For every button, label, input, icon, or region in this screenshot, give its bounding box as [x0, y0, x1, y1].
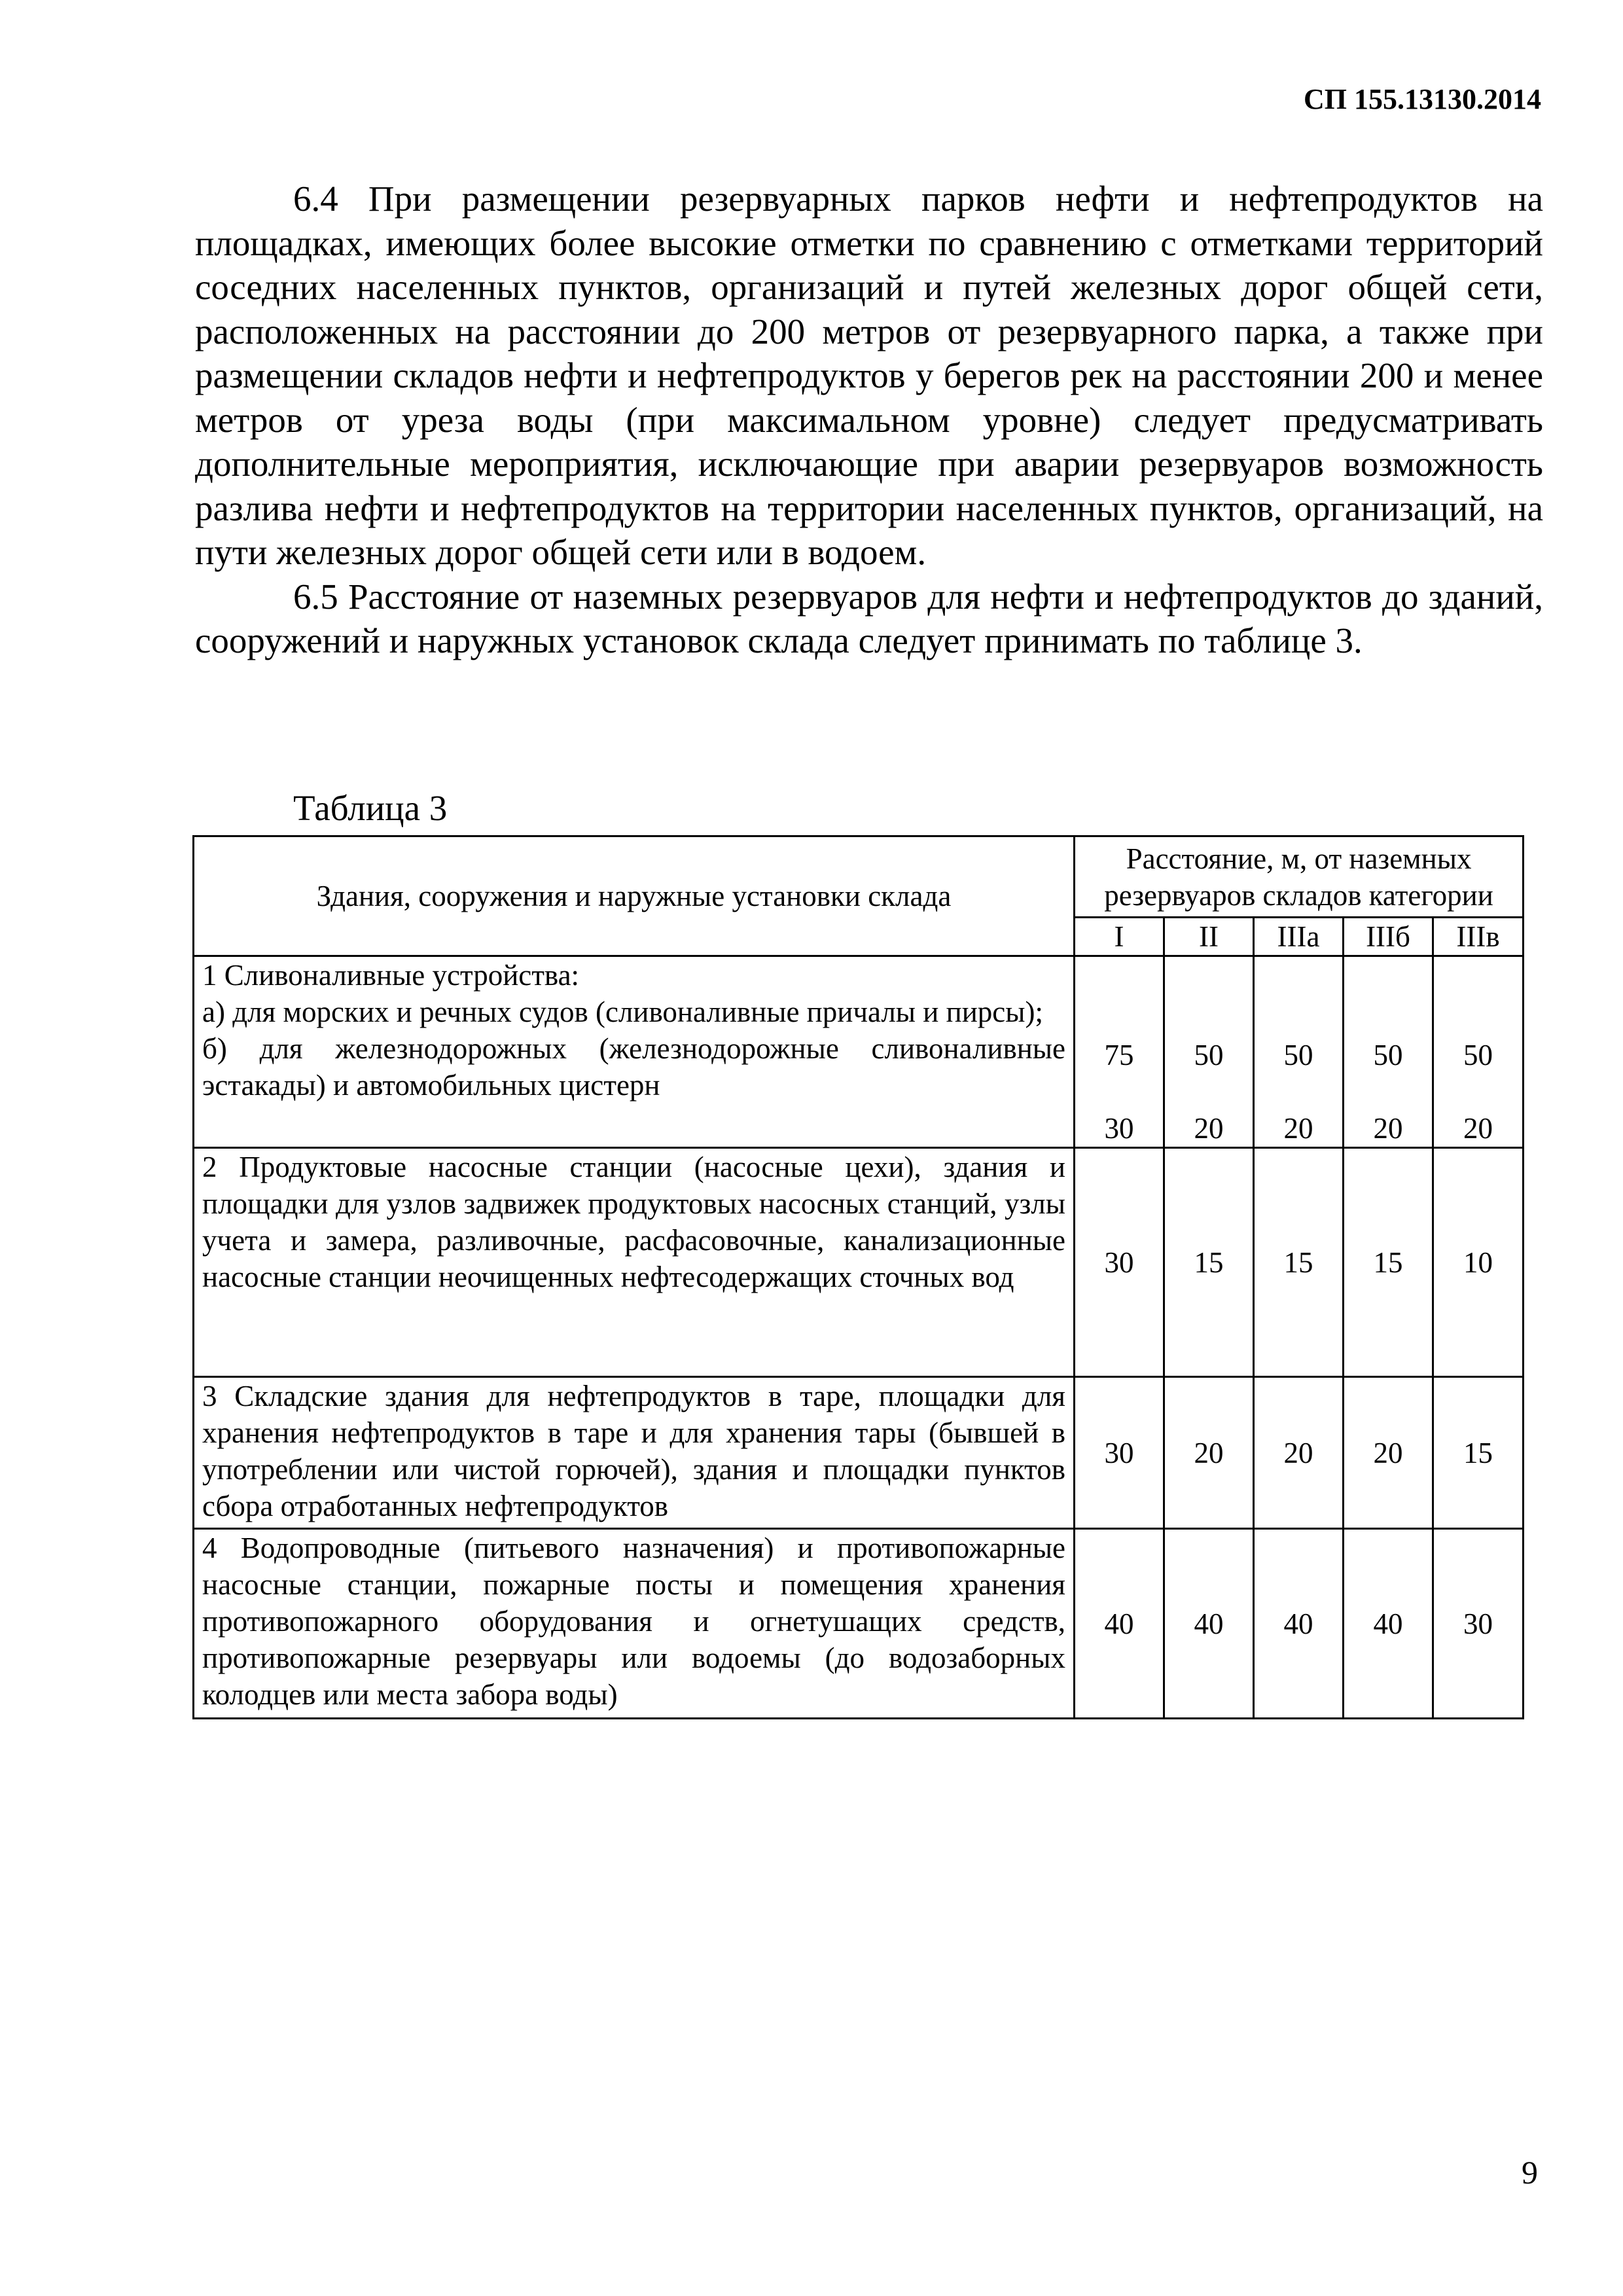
value-a: 50 — [1283, 1039, 1313, 1071]
value-cell: 40 — [1254, 1529, 1344, 1719]
distance-table — [192, 835, 1524, 1719]
header-buildings: Здания, сооружения и наружные установки склада — [194, 836, 1075, 956]
row-line: а) для морских и речных судов (сливоналивные причалы и пирсы); — [202, 996, 1043, 1028]
row-description — [194, 956, 1075, 1148]
category-header: IIIб — [1344, 918, 1433, 956]
value-cell: 30 — [1433, 1529, 1524, 1719]
category-header: IIIа — [1254, 918, 1344, 956]
value-cell: 15 — [1254, 1148, 1344, 1377]
row-description: 2 Продуктовые насосные станции (насосные цехи), здания и площадки для узлов задвижек продуктовых насосных станций, узлы учета и замера, разливочные, расфасовочные, канализационные насосные станции неочищенных нефтесодержащих сточных вод — [194, 1148, 1075, 1377]
value-a: 50 — [1463, 1039, 1493, 1071]
value-b: 30 — [1104, 1112, 1134, 1145]
value-cell — [1254, 956, 1344, 1148]
value-cell: 30 — [1075, 1148, 1164, 1377]
table-row — [194, 1148, 1524, 1377]
value-a: 50 — [1373, 1039, 1403, 1071]
value-cell — [1075, 956, 1164, 1148]
value-cell: 15 — [1433, 1377, 1524, 1529]
page-number: 9 — [1522, 2154, 1538, 2191]
value-cell — [1433, 956, 1524, 1148]
paragraph-6-5: 6.5 Расстояние от наземных резервуаров для нефти и нефтепродуктов до зданий, сооружений и наружных установок склада следует принимать по таблице 3. — [195, 576, 1543, 660]
table-row — [194, 1529, 1524, 1719]
value-cell: 40 — [1164, 1529, 1254, 1719]
value-cell: 20 — [1344, 1377, 1433, 1529]
value-cell: 40 — [1344, 1529, 1433, 1719]
value-cell: 15 — [1344, 1148, 1433, 1377]
row-description: 3 Складские здания для нефтепродуктов в таре, площадки для хранения нефтепродуктов в таре и для хранения тары (бывшей в употреблении или чистой горючей), здания и площадки пунктов сбора отработанных нефтепродуктов — [194, 1377, 1075, 1529]
table-caption: Таблица 3 — [293, 788, 448, 828]
value-cell: 15 — [1164, 1148, 1254, 1377]
value-b: 20 — [1283, 1112, 1313, 1145]
body-text — [195, 177, 1543, 663]
value-a: 75 — [1104, 1039, 1134, 1071]
value-a: 50 — [1194, 1039, 1224, 1071]
value-cell — [1164, 956, 1254, 1148]
value-cell: 20 — [1254, 1377, 1344, 1529]
value-cell: 20 — [1164, 1377, 1254, 1529]
value-cell: 30 — [1075, 1377, 1164, 1529]
document-code-header: СП 155.13130.2014 — [1304, 83, 1541, 115]
row-line: б) для железнодорожных (железнодорожные сливоналивные эстакады) и автомобильных цистерн — [202, 1032, 1065, 1102]
paragraph-6-4: 6.4 При размещении резервуарных парков нефти и нефтепродуктов на площадках, имеющих более высокие отметки по сравнению с отметками территорий соседних населенных пунктов, организаций и путей железных дорог общей сети, расположенных на расстоянии до 200 метров от резервуарного парка, а также при размещении складов нефти и нефтепродуктов у берегов рек на расстоянии 200 и менее метров от уреза воды (при максимальном уровне) следует предусматривать дополнительные мероприятия, исключающие при аварии резервуаров возможность разлива нефти и нефтепродуктов на территории населенных пунктов, организаций, на пути железных дорог общей сети или в водоем. — [195, 179, 1543, 572]
header-distance: Расстояние, м, от наземных резервуаров складов категории — [1075, 836, 1524, 918]
category-header: I — [1075, 918, 1164, 956]
category-header: II — [1164, 918, 1254, 956]
value-b: 20 — [1373, 1112, 1403, 1145]
category-header: IIIв — [1433, 918, 1524, 956]
value-b: 20 — [1463, 1112, 1493, 1145]
value-cell — [1344, 956, 1433, 1148]
value-cell: 10 — [1433, 1148, 1524, 1377]
row-description: 4 Водопроводные (питьевого назначения) и противопожарные насосные станции, пожарные посты и помещения хранения противопожарного оборудования и огнетушащих средств, противопожарные резервуары или водоемы (до водозаборных колодцев или места забора воды) — [194, 1529, 1075, 1719]
table-row — [194, 956, 1524, 1148]
value-b: 20 — [1194, 1112, 1224, 1145]
value-cell: 40 — [1075, 1529, 1164, 1719]
table-header-row — [194, 836, 1524, 918]
row-line: 1 Сливоналивные устройства: — [202, 959, 580, 992]
table-row — [194, 1377, 1524, 1529]
